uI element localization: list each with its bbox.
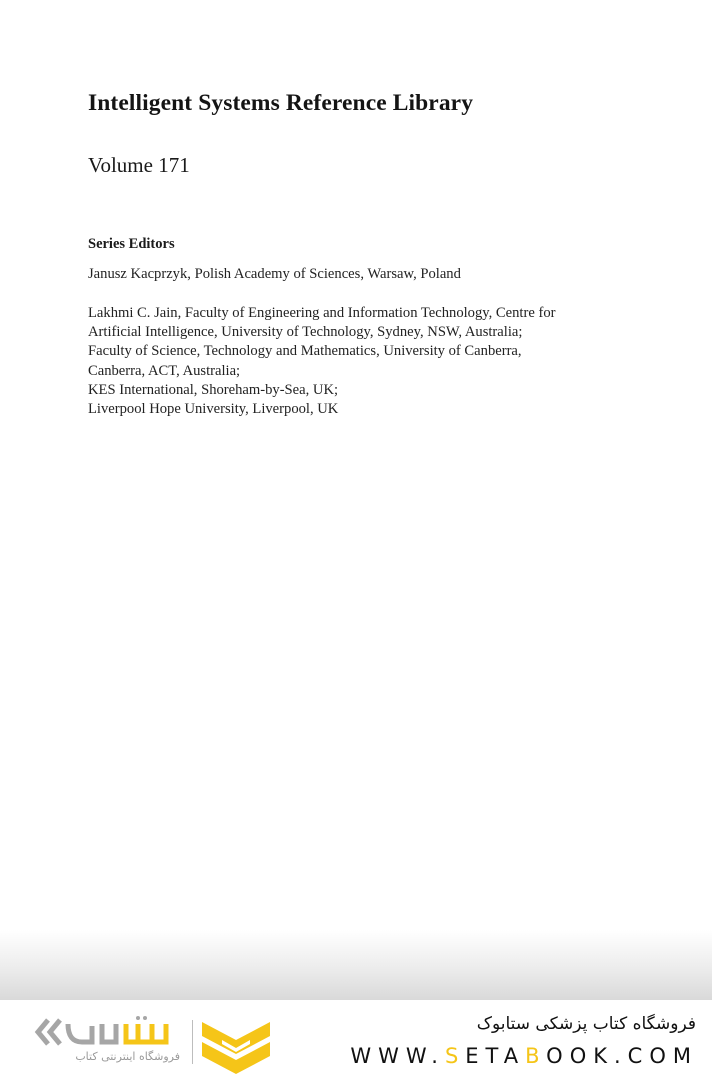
- url-accent-letter: B: [525, 1044, 547, 1068]
- editor-jain-line: KES International, Shoreham-by-Sea, UK;: [88, 381, 339, 398]
- editor-jain-line: Canberra, ACT, Australia;: [88, 362, 241, 379]
- footer-shadow: [0, 930, 712, 1000]
- editor-jain-line: Artificial Intelligence, University of Technology, Sydney, NSW, Australia;: [88, 324, 523, 341]
- website-url[interactable]: [350, 1044, 698, 1068]
- url-part: WWW.: [350, 1044, 445, 1068]
- url-part: ETA: [465, 1044, 526, 1068]
- series-editors-heading: Series Editors: [88, 236, 175, 252]
- editor-jain-line: Lakhmi C. Jain, Faculty of Engineering and Information Technology, Centre for: [88, 305, 556, 321]
- volume-number: Volume 171: [88, 153, 190, 177]
- url-accent-letter: S: [444, 1044, 466, 1068]
- editor-jain: [88, 304, 648, 419]
- shop-name-persian: فروشگاه کتاب پزشکی ستابوک: [476, 1014, 696, 1034]
- logo-divider: [192, 1020, 193, 1064]
- chevron-stack-icon: [200, 1018, 272, 1078]
- series-title: Intelligent Systems Reference Library: [88, 90, 474, 116]
- url-part: OOK.COM: [546, 1044, 698, 1068]
- editor-jain-line: Liverpool Hope University, Liverpool, UK: [88, 401, 339, 418]
- watermark-footer: [0, 1000, 712, 1080]
- editor-jain-line: Faculty of Science, Technology and Mathematics, University of Canberra,: [88, 343, 522, 360]
- editor-kacprzyk: Janusz Kacprzyk, Polish Academy of Sciences, Warsaw, Poland: [88, 266, 461, 282]
- logo-subtitle: فروشگاه اینترنتی کتاب: [75, 1050, 180, 1063]
- double-chevron-left-icon: [34, 1016, 184, 1048]
